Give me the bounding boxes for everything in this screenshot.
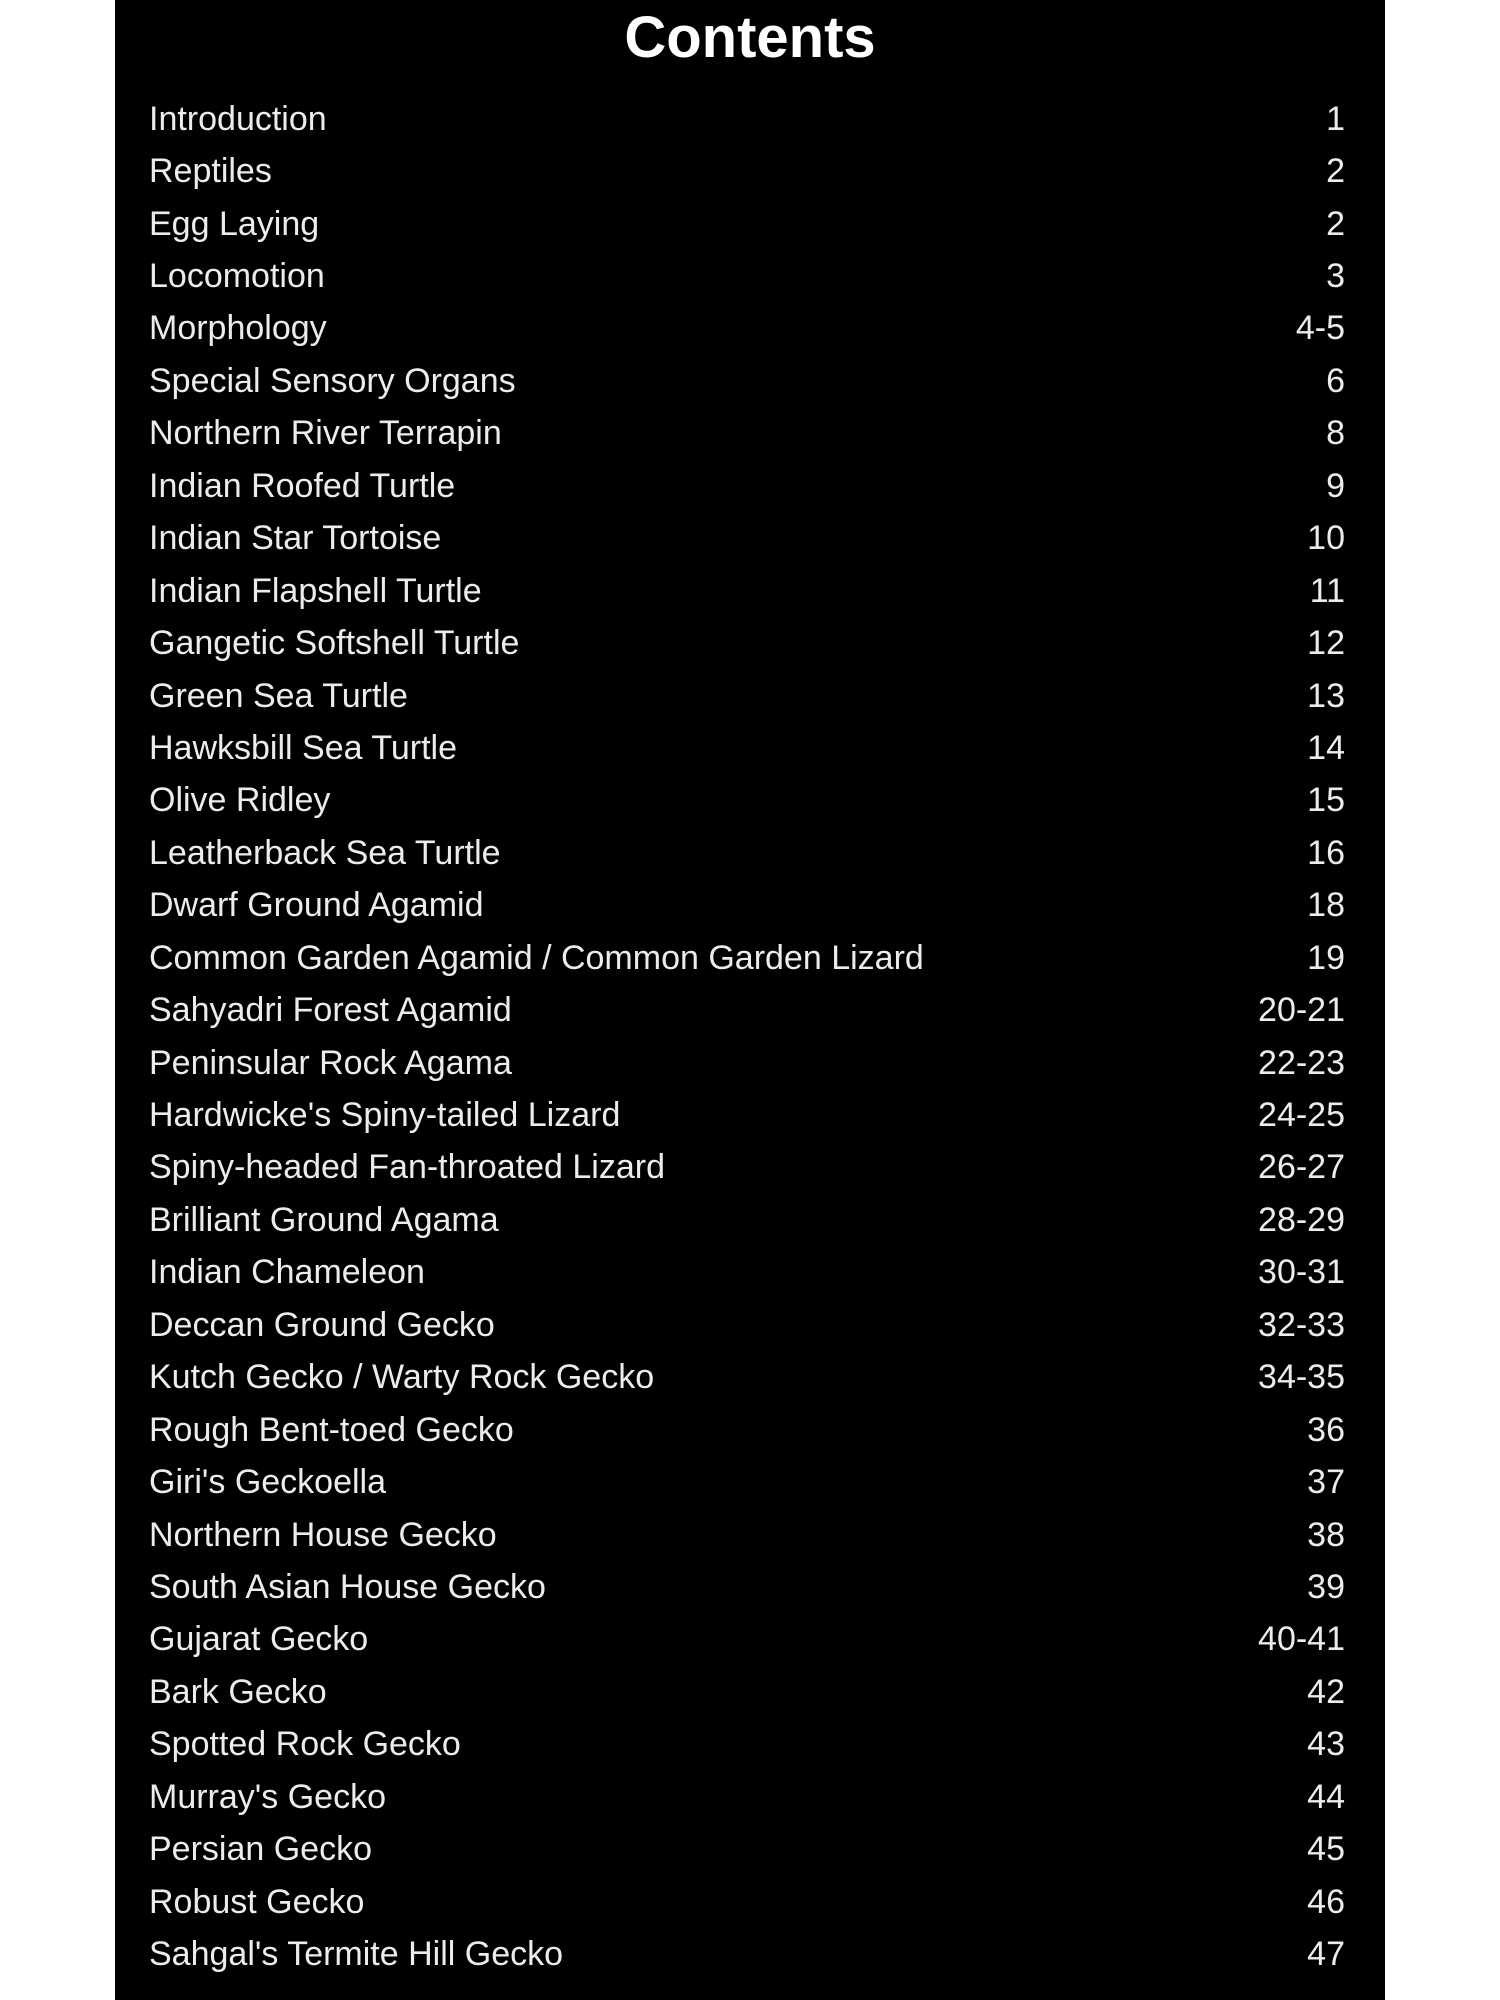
toc-entry-title: Indian Flapshell Turtle — [149, 571, 482, 610]
toc-entry-page: 26-27 — [1258, 1148, 1345, 1187]
toc-entry-page: 37 — [1307, 1463, 1345, 1502]
toc-entry[interactable] — [149, 355, 1345, 407]
toc-entry[interactable] — [149, 565, 1345, 617]
toc-entry[interactable] — [149, 670, 1345, 722]
toc-entry-page: 12 — [1307, 624, 1345, 663]
toc-entry[interactable] — [149, 1299, 1345, 1351]
toc-entry-page: 47 — [1307, 1935, 1345, 1974]
toc-entry-page: 18 — [1307, 886, 1345, 925]
toc-entry-title: Northern House Gecko — [149, 1515, 497, 1554]
toc-entry-page: 9 — [1326, 466, 1345, 505]
toc-entry[interactable] — [149, 1823, 1345, 1875]
toc-entry-page: 38 — [1307, 1515, 1345, 1554]
toc-entry-title: Hardwicke's Spiny-tailed Lizard — [149, 1096, 621, 1135]
toc-entry[interactable] — [149, 617, 1345, 669]
toc-entry-title: Robust Gecko — [149, 1882, 365, 1921]
toc-entry[interactable] — [149, 1876, 1345, 1928]
toc-entry-page: 16 — [1307, 833, 1345, 872]
toc-entry-title: Rough Bent-toed Gecko — [149, 1410, 514, 1449]
toc-entry-page: 1 — [1326, 99, 1345, 138]
toc-entry-page: 4-5 — [1295, 309, 1345, 348]
toc-entry-page: 30-31 — [1258, 1253, 1345, 1292]
toc-entry-title: Common Garden Agamid / Common Garden Lizard — [149, 938, 924, 977]
toc-entry-page: 11 — [1309, 571, 1345, 610]
toc-entry-title: Special Sensory Organs — [149, 361, 516, 400]
toc-entry[interactable] — [149, 93, 1345, 145]
toc-entry-title: Introduction — [149, 99, 327, 138]
toc-entry-title: Persian Gecko — [149, 1830, 372, 1869]
toc-entry-page: 13 — [1307, 676, 1345, 715]
toc-entry-page: 36 — [1307, 1410, 1345, 1449]
toc-entry[interactable] — [149, 1247, 1345, 1299]
toc-entry-page: 39 — [1307, 1567, 1345, 1606]
toc-entry[interactable] — [149, 827, 1345, 879]
toc-entry-page: 20-21 — [1258, 991, 1345, 1030]
toc-entry[interactable] — [149, 880, 1345, 932]
toc-entry[interactable] — [149, 1509, 1345, 1561]
toc-entry-title: Reptiles — [149, 152, 272, 191]
toc-entry[interactable] — [149, 460, 1345, 512]
toc-entry-title: Gujarat Gecko — [149, 1620, 369, 1659]
toc-entry-page: 46 — [1307, 1882, 1345, 1921]
toc-entry-title: South Asian House Gecko — [149, 1567, 546, 1606]
toc-entry[interactable] — [149, 1089, 1345, 1141]
toc-entry-page: 6 — [1326, 361, 1345, 400]
toc-entry[interactable] — [149, 775, 1345, 827]
toc-entry-title: Sahgal's Termite Hill Gecko — [149, 1935, 564, 1974]
toc-entry-page: 43 — [1307, 1725, 1345, 1764]
toc-entry[interactable] — [149, 984, 1345, 1036]
page-title: Contents — [624, 5, 876, 70]
toc-entry-page: 3 — [1326, 257, 1345, 296]
toc-entry[interactable] — [149, 1561, 1345, 1613]
toc-entry[interactable] — [149, 1771, 1345, 1823]
toc-entry-page: 28-29 — [1258, 1200, 1345, 1239]
toc-entry[interactable] — [149, 513, 1345, 565]
toc-entry-title: Locomotion — [149, 257, 325, 296]
toc-entry-title: Kutch Gecko / Warty Rock Gecko — [149, 1358, 655, 1397]
toc-entry-page: 14 — [1307, 728, 1345, 767]
toc-entry-page: 19 — [1307, 938, 1345, 977]
toc-entry-title: Deccan Ground Gecko — [149, 1305, 495, 1344]
toc-entry-page: 40-41 — [1258, 1620, 1345, 1659]
toc-entry-title: Leatherback Sea Turtle — [149, 833, 501, 872]
toc-entry[interactable] — [149, 1719, 1345, 1771]
toc-entry-title: Indian Star Tortoise — [149, 519, 442, 558]
toc-entry[interactable] — [149, 198, 1345, 250]
toc-entry-title: Indian Chameleon — [149, 1253, 425, 1292]
toc-entry-page: 15 — [1307, 781, 1345, 820]
toc-entry-title: Hawksbill Sea Turtle — [149, 728, 458, 767]
toc-entry[interactable] — [149, 932, 1345, 984]
toc-entry-title: Olive Ridley — [149, 781, 331, 820]
toc-entry[interactable] — [149, 1614, 1345, 1666]
toc-entry[interactable] — [149, 1666, 1345, 1718]
toc-entry-title: Spotted Rock Gecko — [149, 1725, 461, 1764]
toc-entry[interactable] — [149, 1194, 1345, 1246]
toc-entry-title: Indian Roofed Turtle — [149, 466, 456, 505]
toc-entry-page: 32-33 — [1258, 1305, 1345, 1344]
toc-entry-title: Green Sea Turtle — [149, 676, 408, 715]
toc-entry-title: Gangetic Softshell Turtle — [149, 624, 520, 663]
table-of-contents — [149, 93, 1345, 1981]
toc-entry-page: 8 — [1326, 414, 1345, 453]
toc-entry-title: Dwarf Ground Agamid — [149, 886, 484, 925]
toc-entry-page: 24-25 — [1258, 1096, 1345, 1135]
toc-entry-title: Morphology — [149, 309, 327, 348]
toc-entry-page: 2 — [1326, 204, 1345, 243]
toc-entry-title: Egg Laying — [149, 204, 320, 243]
toc-entry-page: 42 — [1307, 1672, 1345, 1711]
toc-entry-title: Northern River Terrapin — [149, 414, 502, 453]
toc-entry-page: 10 — [1307, 519, 1345, 558]
toc-entry[interactable] — [149, 145, 1345, 197]
toc-entry[interactable] — [149, 250, 1345, 302]
toc-entry-title: Peninsular Rock Agama — [149, 1043, 512, 1082]
toc-entry[interactable] — [149, 1456, 1345, 1508]
toc-entry[interactable] — [149, 408, 1345, 460]
toc-entry[interactable] — [149, 722, 1345, 774]
toc-entry[interactable] — [149, 303, 1345, 355]
toc-entry-page: 44 — [1307, 1777, 1345, 1816]
toc-entry-title: Sahyadri Forest Agamid — [149, 991, 512, 1030]
contents-page — [115, 0, 1385, 2000]
toc-entry[interactable] — [149, 1037, 1345, 1089]
toc-entry[interactable] — [149, 1404, 1345, 1456]
toc-entry-title: Spiny-headed Fan-throated Lizard — [149, 1148, 665, 1187]
toc-entry-title: Bark Gecko — [149, 1672, 327, 1711]
toc-entry[interactable] — [149, 1352, 1345, 1404]
toc-entry-page: 2 — [1326, 152, 1345, 191]
toc-entry[interactable] — [149, 1928, 1345, 1980]
toc-entry-page: 34-35 — [1258, 1358, 1345, 1397]
toc-entry-title: Brilliant Ground Agama — [149, 1200, 499, 1239]
toc-entry-title: Murray's Gecko — [149, 1777, 386, 1816]
toc-entry-page: 22-23 — [1258, 1043, 1345, 1082]
toc-entry-page: 45 — [1307, 1830, 1345, 1869]
toc-entry-title: Giri's Geckoella — [149, 1463, 387, 1502]
toc-entry[interactable] — [149, 1142, 1345, 1194]
